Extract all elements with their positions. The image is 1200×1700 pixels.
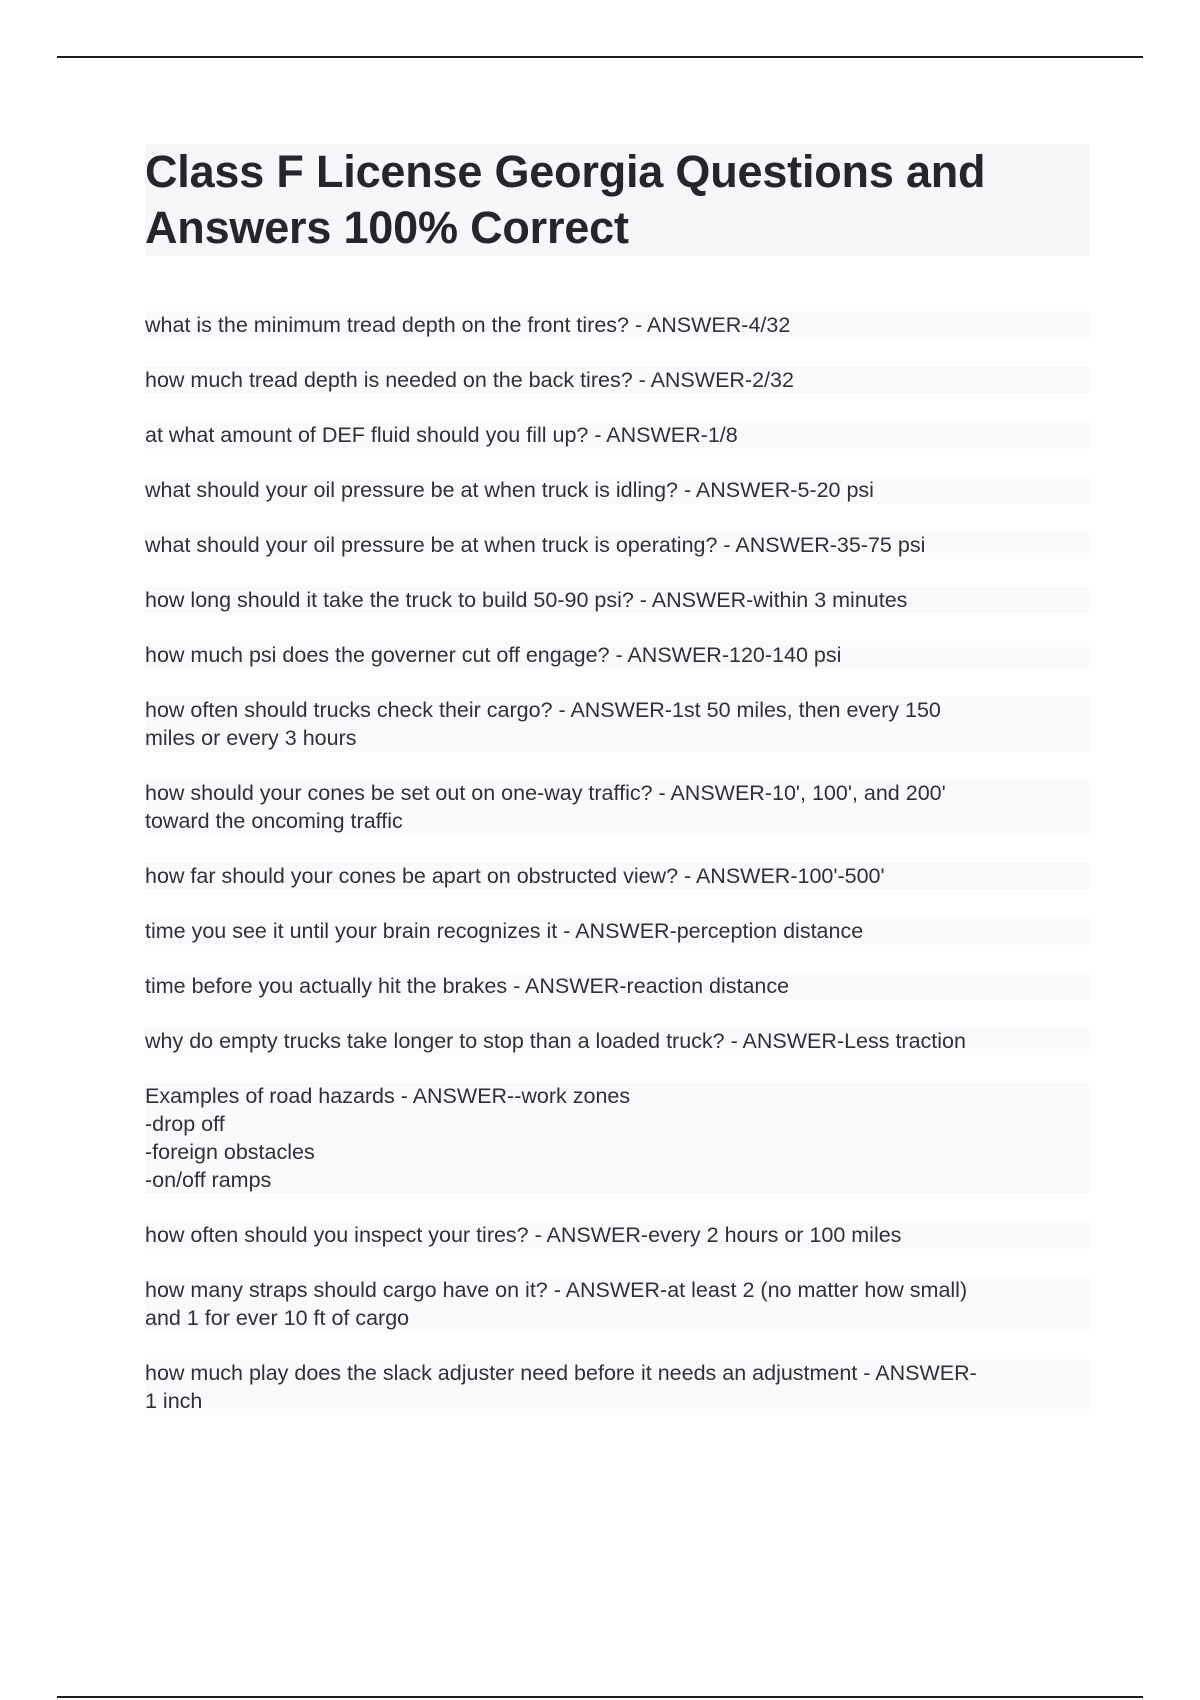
- qa-item: [145, 1082, 1089, 1194]
- qa-text: how much play does the slack adjuster need before it needs an adjustment - ANSWER- 1 inch: [145, 1361, 977, 1413]
- qa-text: how often should you inspect your tires? - ANSWER-every 2 hours or 100 miles: [145, 1223, 902, 1247]
- qa-item: [145, 779, 1089, 835]
- qa-item: [145, 972, 1089, 1000]
- qa-item: [145, 421, 1089, 449]
- qa-text: time you see it until your brain recognizes it - ANSWER-perception distance: [145, 919, 864, 943]
- qa-text: time before you actually hit the brakes - ANSWER-reaction distance: [145, 974, 790, 998]
- qa-text: how much psi does the governer cut off engage? - ANSWER-120-140 psi: [145, 643, 842, 667]
- document-title: Class F License Georgia Questions and Answers 100% Correct: [145, 146, 986, 253]
- qa-item: [145, 1359, 1089, 1415]
- qa-item: [145, 366, 1089, 394]
- qa-text: at what amount of DEF fluid should you fill up? - ANSWER-1/8: [145, 423, 738, 447]
- qa-text: how often should trucks check their cargo? - ANSWER-1st 50 miles, then every 150 miles or every 3 hours: [145, 698, 941, 750]
- footer-rule: [57, 1696, 1143, 1698]
- qa-text: how should your cones be set out on one-way traffic? - ANSWER-10', 100', and 200' toward the oncoming traffic: [145, 781, 946, 833]
- qa-item: [145, 476, 1089, 504]
- qa-text: Examples of road hazards - ANSWER--work zones -drop off -foreign obstacles -on/off ramps: [145, 1084, 631, 1192]
- qa-item: [145, 696, 1089, 752]
- qa-item: [145, 641, 1089, 669]
- qa-item: [145, 311, 1089, 339]
- qa-item: [145, 1027, 1089, 1055]
- qa-text: how many straps should cargo have on it? - ANSWER-at least 2 (no matter how small) and 1 for ever 10 ft of cargo: [145, 1278, 968, 1330]
- title-block: [145, 144, 1089, 256]
- qa-item: [145, 586, 1089, 614]
- qa-item: [145, 862, 1089, 890]
- header-rule: [57, 56, 1143, 58]
- qa-item: [145, 1221, 1089, 1249]
- qa-text: why do empty trucks take longer to stop than a loaded truck? - ANSWER-Less traction: [145, 1029, 966, 1053]
- qa-text: what should your oil pressure be at when truck is idling? - ANSWER-5-20 psi: [145, 478, 874, 502]
- qa-item: [145, 917, 1089, 945]
- qa-text: how long should it take the truck to build 50-90 psi? - ANSWER-within 3 minutes: [145, 588, 908, 612]
- qa-list: [145, 311, 1089, 1442]
- qa-item: [145, 531, 1089, 559]
- qa-text: what is the minimum tread depth on the front tires? - ANSWER-4/32: [145, 313, 791, 337]
- qa-item: [145, 1276, 1089, 1332]
- qa-text: how far should your cones be apart on obstructed view? - ANSWER-100'-500': [145, 864, 885, 888]
- qa-text: what should your oil pressure be at when truck is operating? - ANSWER-35-75 psi: [145, 533, 926, 557]
- qa-text: how much tread depth is needed on the back tires? - ANSWER-2/32: [145, 368, 794, 392]
